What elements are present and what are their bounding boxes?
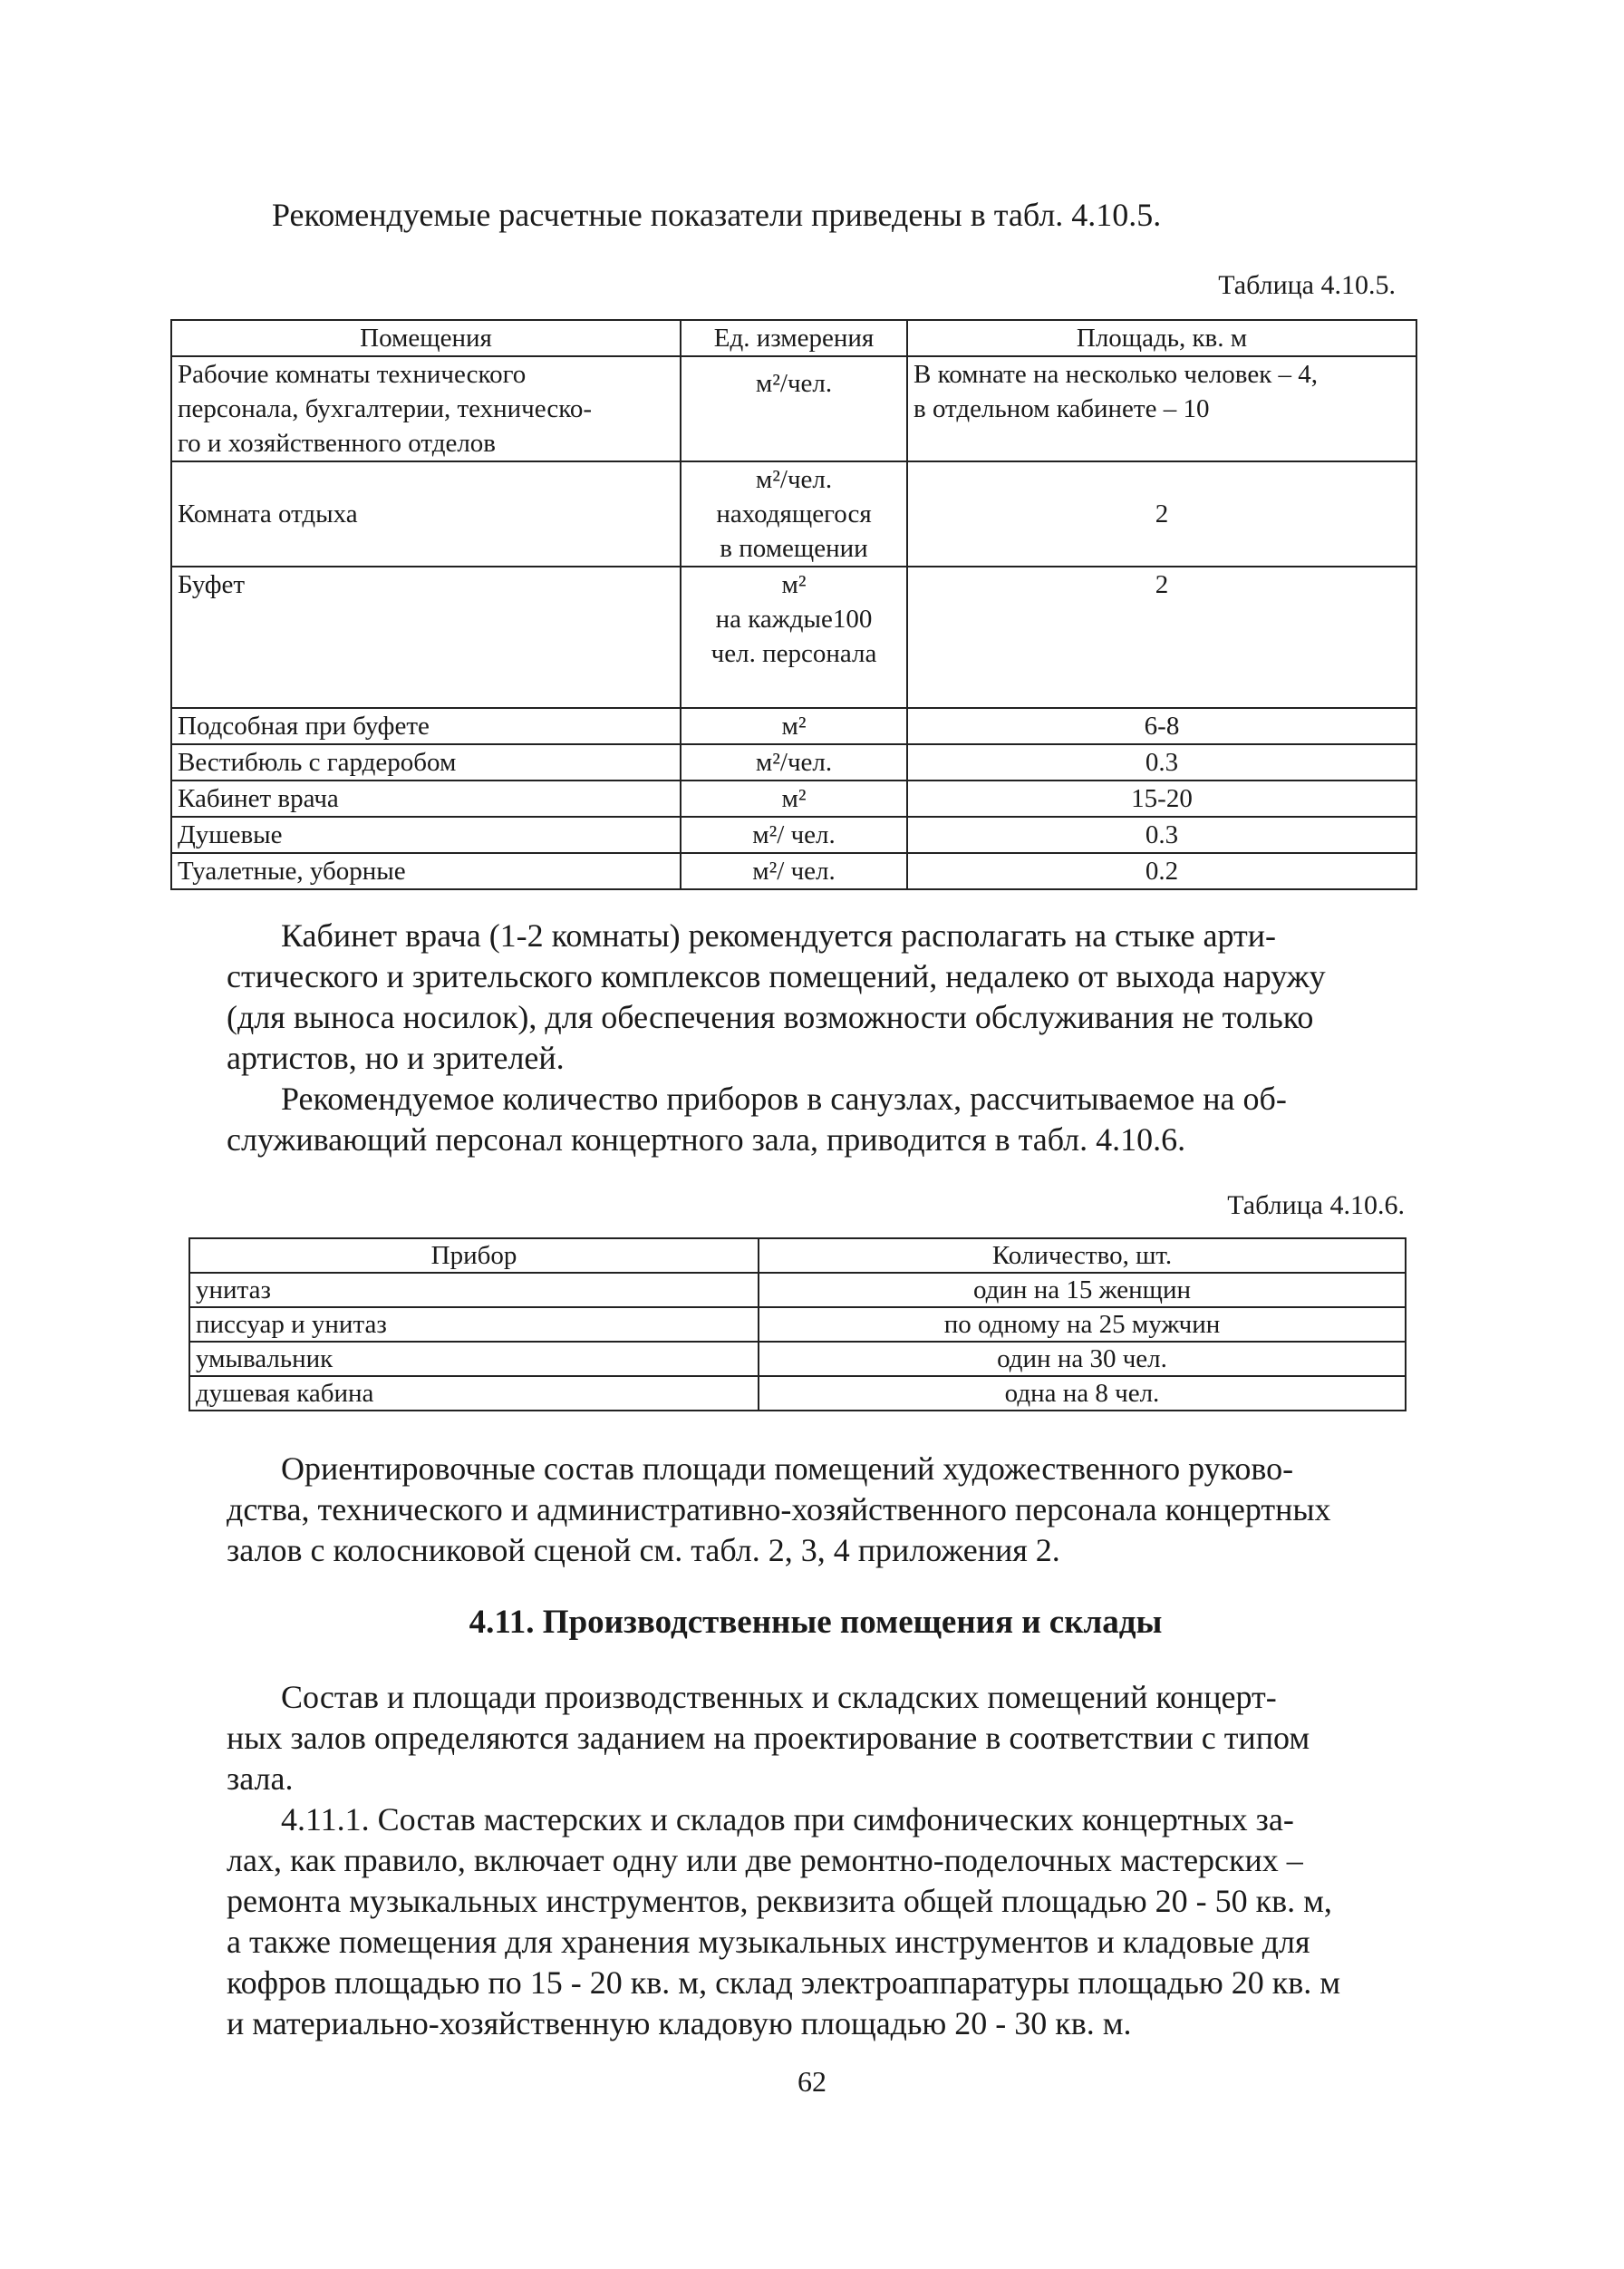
area-cell (907, 356, 1416, 461)
text-line: а также помещения для хранения музыкальных инструментов и кладовые для (227, 1924, 1310, 1960)
quantity-cell: одна на 8 чел. (759, 1376, 1406, 1411)
unit-cell: м²/чел. (681, 744, 907, 781)
text-line: служивающий персонал концертного зала, приводится в табл. 4.10.6. (227, 1121, 1186, 1158)
room-cell: Вестибюль с гардеробом (171, 744, 681, 781)
area-cell (907, 567, 1416, 708)
table-row (189, 1307, 1406, 1342)
table-row (171, 744, 1416, 781)
table-row (171, 356, 1416, 461)
text-line: Кабинет врача (1-2 комнаты) рекомендуется располагать на стыке арти- (281, 917, 1277, 954)
intro-text: Рекомендуемые расчетные показатели приведены в табл. 4.10.5. (272, 197, 1162, 233)
cell-line: В комнате на несколько человек – 4, (914, 360, 1319, 389)
unit-cell: м² (681, 708, 907, 744)
area-cell (907, 461, 1416, 567)
table-row (189, 1342, 1406, 1376)
room-cell: Кабинет врача (171, 781, 681, 817)
table1-header-cell: Ед. измерения (681, 320, 907, 356)
fixture-cell: унитаз (189, 1273, 759, 1307)
text-line: и материально-хозяйственную кладовую площадью 20 - 30 кв. м. (227, 2005, 1132, 2041)
cell-line: Рабочие комнаты технического (178, 360, 527, 389)
unit-cell (681, 567, 907, 708)
cell-line: в помещении (720, 534, 868, 563)
cell-line: м² (781, 570, 807, 599)
text-line: дства, технического и административно-хозяйственного персонала концертных (227, 1491, 1331, 1527)
fixture-cell: душевая кабина (189, 1376, 759, 1411)
paragraph-production-rooms (227, 1677, 1405, 1799)
text-line: Состав и площади производственных и складских помещений концерт- (281, 1679, 1277, 1715)
area-cell: 0.2 (907, 853, 1416, 889)
paragraph-workshops (227, 1799, 1405, 2044)
text-line: ных залов определяются заданием на проектирование в соответствии с типом (227, 1720, 1310, 1756)
room-cell: Подсобная при буфете (171, 708, 681, 744)
table-row (189, 1273, 1406, 1307)
unit-cell: м²/ чел. (681, 853, 907, 889)
table-4-10-5 (170, 319, 1417, 890)
table-row (171, 461, 1416, 567)
cell-line: в отдельном кабинете – 10 (914, 394, 1210, 423)
table-row (171, 853, 1416, 889)
area-cell: 6-8 (907, 708, 1416, 744)
text-line: ремонта музыкальных инструментов, реквизита общей площадью 20 - 50 кв. м, (227, 1883, 1332, 1919)
unit-cell (681, 356, 907, 461)
cell-line: м²/чел. (755, 465, 833, 494)
paragraph-doctor-office (227, 916, 1405, 1079)
table-4-10-6 (188, 1237, 1406, 1411)
table1-header-row (171, 320, 1416, 356)
text-line: Ориентировочные состав площади помещений художественного руково- (281, 1450, 1294, 1487)
cell-line: находящегося (716, 499, 872, 528)
room-cell: Туалетные, уборные (171, 853, 681, 889)
table1-header-cell: Площадь, кв. м (907, 320, 1416, 356)
area-cell: 15-20 (907, 781, 1416, 817)
room-cell: Душевые (171, 817, 681, 853)
table2-caption: Таблица 4.10.6. (1227, 1190, 1405, 1220)
room-cell (171, 356, 681, 461)
fixture-cell: умывальник (189, 1342, 759, 1376)
paragraph-staff-areas (227, 1449, 1405, 1571)
table1-header-cell: Помещения (171, 320, 681, 356)
cell-line: на каждые100 (715, 605, 873, 634)
cell-line: Буфет (178, 570, 246, 599)
cell-line: Комната отдыха (178, 499, 358, 528)
quantity-cell: один на 30 чел. (759, 1342, 1406, 1376)
table-row (189, 1376, 1406, 1411)
cell-line: 2 (1155, 570, 1169, 599)
table-row (171, 817, 1416, 853)
quantity-cell: один на 15 женщин (759, 1273, 1406, 1307)
cell-line: персонала, бухгалтерии, техническо- (178, 394, 593, 423)
cell-line: 2 (1155, 499, 1169, 528)
unit-cell (681, 461, 907, 567)
cell-line: м²/чел. (755, 369, 833, 398)
fixture-cell: писсуар и унитаз (189, 1307, 759, 1342)
text-line: стического и зрительского комплексов помещений, недалеко от выхода наружу (227, 958, 1326, 994)
cell-line: чел. персонала (710, 639, 877, 668)
table-row (171, 567, 1416, 708)
room-cell (171, 567, 681, 708)
table-row (171, 781, 1416, 817)
table2-header-cell: Прибор (189, 1238, 759, 1273)
area-cell: 0.3 (907, 744, 1416, 781)
table2-header-cell: Количество, шт. (759, 1238, 1406, 1273)
paragraph-sanitary-fixtures (227, 1079, 1405, 1160)
unit-cell: м² (681, 781, 907, 817)
area-cell: 0.3 (907, 817, 1416, 853)
page-number: 62 (798, 2065, 826, 2098)
room-cell (171, 461, 681, 567)
text-line: артистов, но и зрителей. (227, 1040, 565, 1076)
cell-line: го и хозяйственного отделов (178, 429, 497, 458)
text-line: Рекомендуемое количество приборов в санузлах, рассчитываемое на об- (281, 1081, 1287, 1117)
text-line: залов с колосниковой сценой см. табл. 2, 3, 4 приложения 2. (227, 1532, 1060, 1568)
text-line: лах, как правило, включает одну или две ремонтно-поделочных мастерских – (227, 1842, 1303, 1878)
section-heading: 4.11. Производственные помещения и склады (469, 1604, 1163, 1641)
quantity-cell: по одному на 25 мужчин (759, 1307, 1406, 1342)
text-line: (для выноса носилок), для обеспечения возможности обслуживания не только (227, 999, 1314, 1035)
text-line: 4.11.1. Состав мастерских и складов при симфонических концертных за- (281, 1801, 1294, 1838)
unit-cell: м²/ чел. (681, 817, 907, 853)
table-row (171, 708, 1416, 744)
text-line: кофров площадью по 15 - 20 кв. м, склад электроаппаратуры площадью 20 кв. м (227, 1964, 1341, 2001)
table1-caption: Таблица 4.10.5. (1218, 270, 1396, 300)
text-line: зала. (227, 1760, 294, 1797)
table2-header-row (189, 1238, 1406, 1273)
